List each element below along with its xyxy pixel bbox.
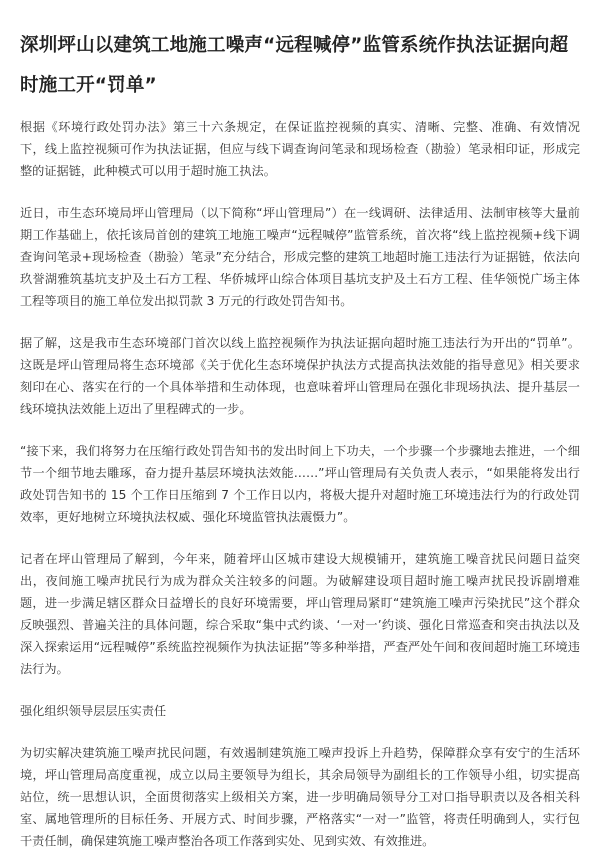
article-paragraph-2: 近日，市生态环境局坪山管理局（以下简称“坪山管理局”）在一线调研、法律适用、法制审核等大量前期工作基础上，依托该局首创的建筑工地施工噪声“远程喊停”监管系统，首次将“线上监控视频+线下调查询问笔录+现场检查（勘验）笔录”充分结合，形成完整的建筑工地超时施工违法行为证据链，依法向玖誉湖雅筑基坑支护及土石方工程、华侨城坪山综合体项目基坑支护及土石方工程、佳华领悦广场主体工程等项目的施工单位发出拟罚款 3 万元的行政处罚告知书。 — [20, 206, 580, 308]
article-paragraph-1: 根据《环境行政处罚办法》第三十六条规定，在保证监控视频的真实、清晰、完整、准确、有效情况下，线上监控视频可作为执法证据，但应与线下调查询问笔录和现场检查（勘验）笔录相印证，形成完整的证据链，此种模式可以用于超时施工执法。 — [20, 120, 580, 178]
article-paragraph-3: 据了解，这是我市生态环境部门首次以线上监控视频作为执法证据向超时施工违法行为开出的“罚单”。这既是坪山管理局将生态环境部《关于优化生态环境保护执法方式提高执法效能的指导意见》相关要求刻印在心、落实在行的一个具体举措和生动体现，也意味着坪山管理局在强化非现场执法、提升基层一线环境执法效能上迈出了里程碑式的一步。 — [20, 336, 580, 416]
section-subheading: 强化组织领导层层压实责任 — [20, 704, 167, 718]
article-title: 深圳坪山以建筑工地施工噪声“远程喊停”监管系统作执法证据向超时施工开“罚单” — [20, 35, 569, 96]
article-paragraph-6: 为切实解决建筑施工噪声扰民问题，有效遏制建筑施工噪声投诉上升趋势，保障群众享有安宁的生活环境，坪山管理局高度重视，成立以局主要领导为组长，其余局领导为副组长的工作领导小组，切实提高站位，统一思想认识，全面贯彻落实上级相关方案，进一步明确局领导分工对口指导职责以及各相关科室、属地管理所的目标任务、开展方式、时间步骤，严格落实“一对一”监管，将责任明确到人，实行包干责任制，确保建筑施工噪声整治各项工作落到实处、见到实效、有效推进。 — [20, 746, 580, 848]
article-paragraph-5: 记者在坪山管理局了解到，今年来，随着坪山区城市建设大规模铺开，建筑施工噪音扰民问题日益突出，夜间施工噪声扰民行为成为群众关注较多的问题。为破解建设项目超时施工噪声扰民投诉剧增难题，进一步满足辖区群众日益增长的良好环境需要，坪山管理局紧盯“建筑施工噪声污染扰民”这个群众反映强烈、普遍关注的具体问题，综合采取“集中式约谈、‘一对一’约谈、强化日常巡查和突击执法以及深入探索运用“远程喊停”系统监控视频作为执法证据”等多种举措，严查严处午间和夜间超时施工环境违法行为。 — [20, 552, 580, 676]
article-paragraph-4: “接下来，我们将努力在压缩行政处罚告知书的发出时间上下功夫，一个步骤一个步骤地去推进，一个细节一个细节地去雕琢，奋力提升基层环境执法效能……”坪山管理局有关负责人表示，“如果能将发出行政处罚告知书的 15 个工作日压缩到 7 个工作日以内，将极大提升对超时施工环境违法行为的行政处罚效率，更好地树立环境执法权威、强化环境监管执法震慑力”。 — [20, 444, 580, 524]
